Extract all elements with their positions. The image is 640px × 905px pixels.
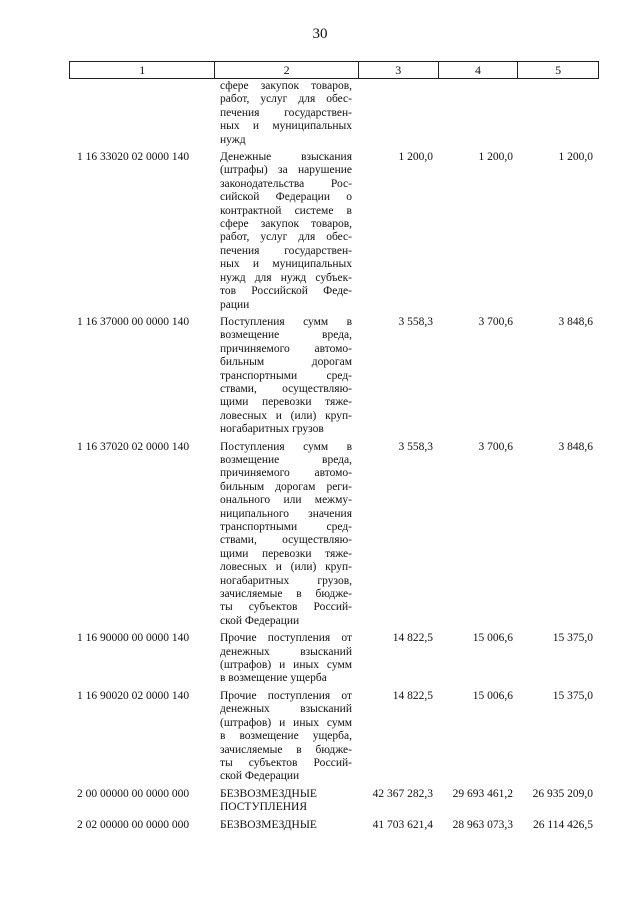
page-number: 30 [312, 26, 328, 42]
name-line: ногабаритных грузов, [220, 574, 352, 587]
budget-code: 1 16 37000 00 0000 140 [77, 315, 190, 328]
table-row [69, 690, 599, 784]
name-line: ской Федерации [220, 770, 300, 783]
name-line: денежных взысканий [220, 703, 352, 716]
name-line: ниципального значения [220, 507, 352, 520]
budget-code: 1 16 33020 02 0000 140 [77, 151, 190, 164]
name-line: законодательства Рос- [220, 177, 352, 190]
amount-col-3 [358, 80, 438, 147]
table-row [69, 316, 599, 437]
name-line: в возмещение ущерба [220, 672, 327, 685]
revenue-name [214, 441, 358, 629]
name-line: Поступления сумм в [220, 440, 352, 453]
amount-col-4: 29 693 461,2 [452, 787, 513, 800]
name-line: щими перевозки тяже- [220, 547, 352, 560]
amount-col-3: 41 703 621,4 [372, 818, 433, 831]
name-line: работ, услуг для обес- [220, 93, 352, 106]
amount-col-5 [518, 80, 599, 147]
name-line: Поступления сумм в [220, 315, 352, 328]
table-row [69, 80, 599, 147]
name-line: ты субъектов Россий- [220, 601, 352, 614]
name-line: бильным дорогам [220, 356, 352, 369]
amount-col-5: 3 848,6 [558, 440, 593, 453]
name-line: сфере закупок товаров, [220, 218, 352, 231]
amount-col-4 [438, 80, 518, 147]
amount-col-4: 3 700,6 [478, 315, 513, 328]
name-line: сфере закупок товаров, [220, 80, 352, 92]
revenue-name [214, 690, 358, 784]
name-line: нужд [220, 133, 246, 146]
name-line: БЕЗВОЗМЕЗДНЫЕ [220, 818, 317, 831]
name-line: возмещение вреда, [220, 329, 352, 342]
name-line: щими перевозки тяже- [220, 396, 352, 409]
name-line: причиняемого автомо- [220, 342, 352, 355]
budget-code [69, 80, 214, 147]
name-line: (штрафов) и иных сумм [220, 659, 352, 672]
name-line: денежных взысканий [220, 645, 352, 658]
table-row [69, 819, 599, 832]
budget-code: 1 16 90000 00 0000 140 [77, 632, 190, 645]
amount-col-5: 26 935 209,0 [532, 787, 593, 800]
name-line: ных и муниципальных [220, 120, 352, 133]
amount-col-3: 14 822,5 [392, 632, 433, 645]
revenue-name [214, 819, 358, 832]
amount-col-3: 42 367 282,3 [372, 787, 433, 800]
amount-col-3: 3 558,3 [398, 440, 433, 453]
name-line: (штрафов) и иных сумм [220, 716, 352, 729]
name-line: БЕЗВОЗМЕЗДНЫЕ [220, 787, 317, 800]
amount-col-3: 14 822,5 [392, 689, 433, 702]
table-row [69, 441, 599, 629]
header-col-4: 4 [438, 62, 518, 78]
amount-col-3: 1 200,0 [398, 151, 433, 164]
name-line: ловесных и (или) круп- [220, 561, 352, 574]
name-line: ствами, осуществляю- [220, 382, 352, 395]
name-line: Прочие поступления от [220, 689, 352, 702]
name-line: работ, услуг для обес- [220, 231, 352, 244]
name-line: онального или межму- [220, 494, 352, 507]
name-line: причиняемого автомо- [220, 467, 352, 480]
name-line: ловесных и (или) круп- [220, 409, 352, 422]
name-line: (штрафы) за нарушение [220, 164, 352, 177]
amount-col-5: 3 848,6 [558, 315, 593, 328]
name-line: транспортными сред- [220, 521, 352, 533]
name-line: ствами, осуществляю- [220, 534, 352, 547]
name-line: сийской Федерации о [220, 191, 352, 204]
name-line: в возмещение ущерба, [220, 730, 352, 743]
amount-col-4: 3 700,6 [478, 440, 513, 453]
amount-col-4: 28 963 073,3 [452, 818, 513, 831]
table-row [69, 788, 599, 815]
name-line: Прочие поступления от [220, 632, 352, 645]
name-line: транспортными сред- [220, 369, 352, 382]
amount-col-4: 1 200,0 [478, 151, 513, 164]
name-line: печения государствен- [220, 106, 352, 119]
header-col-3: 3 [358, 62, 438, 78]
revenue-name [214, 788, 358, 815]
name-line: возмещение вреда, [220, 453, 352, 466]
budget-code: 2 00 00000 00 0000 000 [77, 787, 190, 800]
budget-code: 1 16 37020 02 0000 140 [77, 440, 190, 453]
name-line: бильным дорогам реги- [220, 480, 352, 493]
table-body [69, 80, 599, 832]
header-col-1: 1 [139, 63, 146, 77]
name-line: ПОСТУПЛЕНИЯ [220, 801, 307, 814]
table-row [69, 151, 599, 312]
name-line: печения государствен- [220, 244, 352, 257]
name-line: рации [220, 298, 250, 311]
amount-col-4: 15 006,6 [472, 632, 513, 645]
amount-col-5: 1 200,0 [558, 151, 593, 164]
revenue-name [214, 80, 358, 147]
revenue-name [214, 316, 358, 437]
name-line: ногабаритных грузов [220, 423, 324, 436]
name-line: ской Федерации [220, 614, 300, 627]
header-col-2: 2 [214, 62, 357, 78]
name-line: Денежные взыскания [220, 151, 352, 164]
amount-col-5: 26 114 426,5 [533, 818, 593, 831]
name-line: тов Российской Феде- [220, 285, 352, 298]
name-line: нужд для нужд субъек- [220, 271, 352, 284]
name-line: ных и муниципальных [220, 258, 352, 271]
budget-code: 1 16 90020 02 0000 140 [77, 689, 190, 702]
budget-code: 2 02 00000 00 0000 000 [77, 818, 190, 831]
amount-col-4: 15 006,6 [472, 689, 513, 702]
revenue-name [214, 632, 358, 686]
header-col-5: 5 [517, 62, 598, 78]
amount-col-5: 15 375,0 [552, 689, 593, 702]
table-header [69, 61, 599, 79]
amount-col-3: 3 558,3 [398, 315, 433, 328]
name-line: контрактной системе в [220, 204, 352, 217]
table-row [69, 632, 599, 686]
name-line: ты субъектов Россий- [220, 756, 352, 769]
name-line: зачисляемые в бюдже- [220, 743, 352, 756]
name-line: зачисляемые в бюдже- [220, 588, 352, 601]
revenue-name [214, 151, 358, 312]
amount-col-5: 15 375,0 [552, 632, 593, 645]
